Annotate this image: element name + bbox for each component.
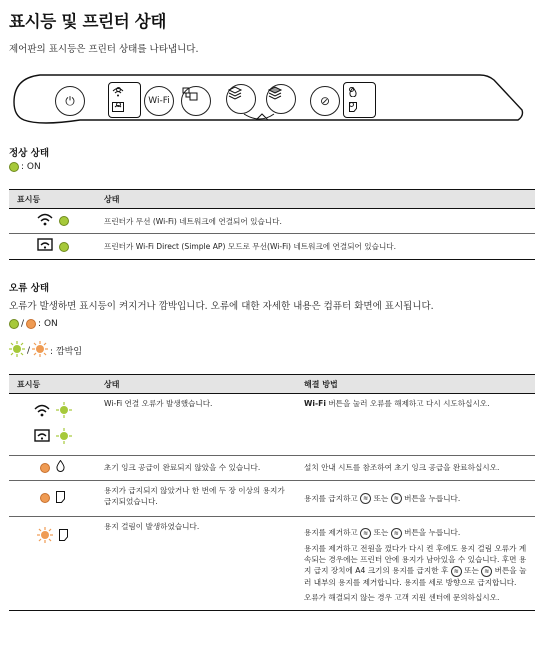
orange-led-icon xyxy=(40,463,50,473)
stop-icon: ⊘ xyxy=(319,94,331,108)
green-blink-led-icon xyxy=(9,341,25,360)
table-row: 용지 걸림이 발생하였습니다. 용지를 제거하고 ≋ 또는 ≋ 버튼을 누릅니다. 용지를 제거하고 전원을 껐다가 다시 켠 후에도 용지 걸림 오류가 계속되는 경우에는 프린터 안에 용지가 남아있을 수 있습니다. 후면 용지 급지 장치에 A4 크기의 용지를 급지한 후 ≋ 또는 ≋ 버튼을 눌러 내부의 용지를 제거합니다. 용지를 세로 방향으로 급지합니다. 오류가 해결되지 않는 경우 고객 지원 센터에 문의하십시오. xyxy=(9,517,535,611)
copy-bw-icon: ≋ xyxy=(360,528,371,539)
table-header-row: 표시등 상태 xyxy=(9,190,535,209)
paper-icon xyxy=(56,491,65,506)
power-button[interactable] xyxy=(55,86,85,116)
error-lamp-box xyxy=(343,82,376,118)
green-led-icon xyxy=(9,319,19,329)
orange-blink-led-icon xyxy=(37,527,53,546)
table-row: 용지가 급지되지 않았거나 한 번에 두 장 이상의 용지가 급지되었습니다. 용지를 급지하고 ≋ 또는 ≋ 버튼을 누릅니다. xyxy=(9,481,535,517)
copy-color-icon: ≋ xyxy=(391,493,402,504)
green-led-icon xyxy=(9,162,19,172)
normal-status-heading: 정상 상태 xyxy=(9,148,50,159)
intro-text: 제어판의 표시등은 프린터 상태를 나타냅니다. xyxy=(9,44,199,55)
ink-drop-icon xyxy=(56,460,65,475)
wifi-lamp-box xyxy=(108,82,141,118)
table-row: 초기 잉크 공급이 완료되지 않았을 수 있습니다. 설치 안내 시트를 참조하여 초기 잉크 공급을 완료하십시오. xyxy=(9,456,535,481)
control-panel-illustration xyxy=(10,70,528,134)
error-legend-blink: / : 깜박임 xyxy=(9,341,82,360)
table-row: 프린터가 무선 (Wi-Fi) 네트워크에 연결되어 있습니다. xyxy=(9,209,535,234)
green-blink-led-icon xyxy=(56,428,72,447)
wifi-icon xyxy=(34,404,50,420)
table-row: Wi-Fi 연결 오류가 발생했습니다. Wi-Fi 버튼을 눌러 오류를 해제하고 다시 시도하십시오. xyxy=(9,394,535,456)
copy-bw-icon: ≋ xyxy=(451,566,462,577)
paper-lamp xyxy=(349,102,358,107)
green-led-icon xyxy=(59,216,69,226)
error-intro: 오류가 발생하면 표시등이 켜지거나 깜박입니다. 오류에 대한 자세한 내용은 컴퓨터 화면에 표시됩니다. xyxy=(9,301,434,312)
orange-led-icon xyxy=(40,493,50,503)
error-legend-on: / : ON xyxy=(9,319,58,329)
green-led-icon xyxy=(59,242,69,252)
page-title: 표시등 및 프린터 상태 xyxy=(9,12,167,31)
copy-color-button[interactable] xyxy=(266,84,296,114)
normal-status-table xyxy=(9,189,535,260)
wifi-button[interactable]: Wi-Fi xyxy=(144,86,174,116)
orange-led-icon xyxy=(26,319,36,329)
copy-bw-icon: ≋ xyxy=(360,493,371,504)
copy-bw-button[interactable] xyxy=(226,84,256,114)
normal-legend: : ON xyxy=(9,162,41,172)
table-row: 프린터가 Wi-Fi Direct (Simple AP) 모드로 무선(Wi-Fi) 네트워크에 연결되어 있습니다. xyxy=(9,234,535,259)
copy-color-icon: ≋ xyxy=(391,528,402,539)
wifi-lamp xyxy=(112,87,121,92)
copy-color-icon: ≋ xyxy=(481,566,492,577)
ink-lamp xyxy=(349,87,358,92)
wifi-direct-lamp xyxy=(112,102,121,107)
wifi-icon xyxy=(37,213,53,229)
error-status-heading: 오류 상태 xyxy=(9,283,50,294)
green-blink-led-icon xyxy=(56,402,72,421)
stop-button[interactable] xyxy=(310,86,340,116)
table-header-row: 표시등 상태 해결 방법 xyxy=(9,375,535,394)
network-status-button[interactable] xyxy=(181,86,211,116)
power-icon: ⏻ xyxy=(65,94,75,108)
orange-blink-led-icon xyxy=(32,341,48,360)
error-status-table xyxy=(9,374,535,611)
wifi-direct-icon xyxy=(34,429,50,445)
wifi-direct-icon xyxy=(37,238,53,254)
paper-icon xyxy=(59,529,68,544)
